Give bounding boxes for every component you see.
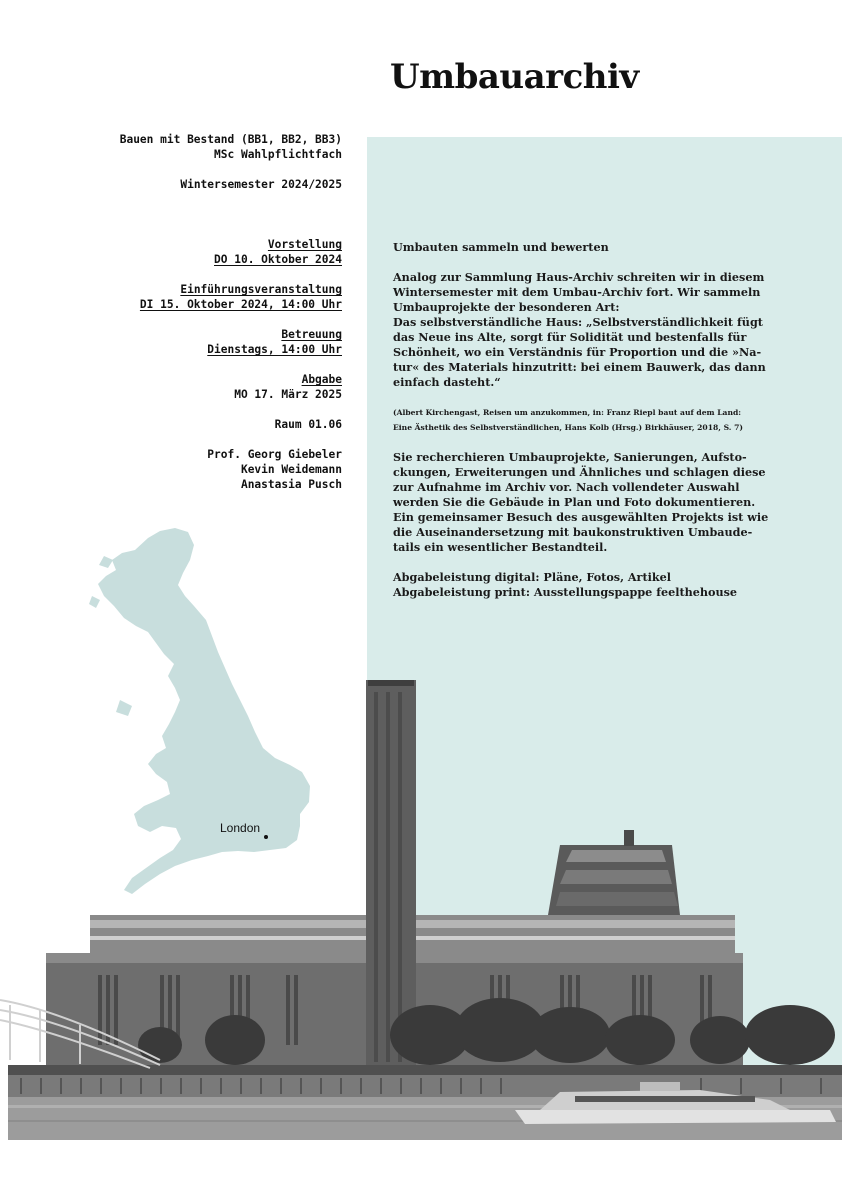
embankment [8,1065,842,1097]
event-label: Einführungsveranstaltung [180,283,342,296]
event-label: Betreuung [281,328,342,341]
map-label-london: London [220,821,261,835]
text-line: Sie recherchieren Umbauprojekte, Sanierungen, Aufsto- [393,450,747,464]
text-line: einfach dasteht.“ [393,375,501,389]
text-line: Umbauprojekte der besonderen Art: [393,300,620,314]
person: Prof. Georg Giebeler [207,448,342,461]
great-britain-map [89,528,310,894]
text-line: tur« des Materials hinzutritt: bei einem Bauwerk, das dann [393,360,766,374]
deliverable-line: Abgabeleistung digital: Pläne, Fotos, Artikel [393,570,671,584]
event-label: Vorstellung [267,238,342,251]
citation-line: (Albert Kirchengast, Reisen um anzukommen, in: Franz Riepl baut auf dem Land: [393,408,742,417]
text-line: Ein gemeinsamer Besuch des ausgewählten Projekts ist wie [393,510,769,524]
london-marker [264,835,268,839]
text-line: Schönheit, wo ein Verständnis für Proportion und die »Na- [393,345,762,359]
text-line: ckungen, Erweiterungen und Ähnliches und schlagen diese [393,465,766,479]
text-line: werden Sie die Gebäude in Plan und Foto dokumentieren. [393,495,756,509]
course-title: Bauen mit Bestand (BB1, BB2, BB3) [119,133,342,146]
page-title: Umbauarchiv [390,57,639,97]
room-text: Raum 01.06 [274,418,342,431]
citation-line: Eine Ästhetik des Selbstverständlichen, Hans Kolb (Hrsg.) Birkhäuser, 2018, S. 7) [393,423,743,432]
text-line: Wintersemester mit dem Umbau-Archiv fort. Wir sammeln [393,285,761,299]
person: Kevin Weidemann [240,463,342,476]
event-label: Abgabe [301,373,342,386]
text-line: Das selbstverständliche Haus: „Selbstverständlichkeit fügt [393,315,763,329]
deliverable-line: Abgabeleistung print: Ausstellungspappe feelthehouse [393,585,738,599]
course-type: MSc Wahlpflichtfach [214,148,342,161]
person: Anastasia Pusch [240,478,342,491]
event-value: MO 17. März 2025 [234,388,342,401]
text-line: die Auseinandersetzung mit baukonstruktiven Umbaude- [393,525,753,539]
text-line: zur Aufnahme im Archiv vor. Nach vollendeter Auswahl [393,480,740,494]
semester-text: Wintersemester 2024/2025 [180,178,342,191]
text-line: tails ein wesentlicher Bestandteil. [393,540,608,554]
event-value: Dienstags, 14:00 Uhr [207,343,342,356]
text-line: das Neue ins Alte, sorgt für Solidität und bestenfalls für [393,330,747,344]
text-line: Analog zur Sammlung Haus-Archiv schreiten wir in diesem [393,270,765,284]
event-value: DO 10. Oktober 2024 [214,253,342,266]
event-value: DI 15. Oktober 2024, 14:00 Uhr [139,298,342,311]
heading-text: Umbauten sammeln und bewerten [393,240,609,254]
